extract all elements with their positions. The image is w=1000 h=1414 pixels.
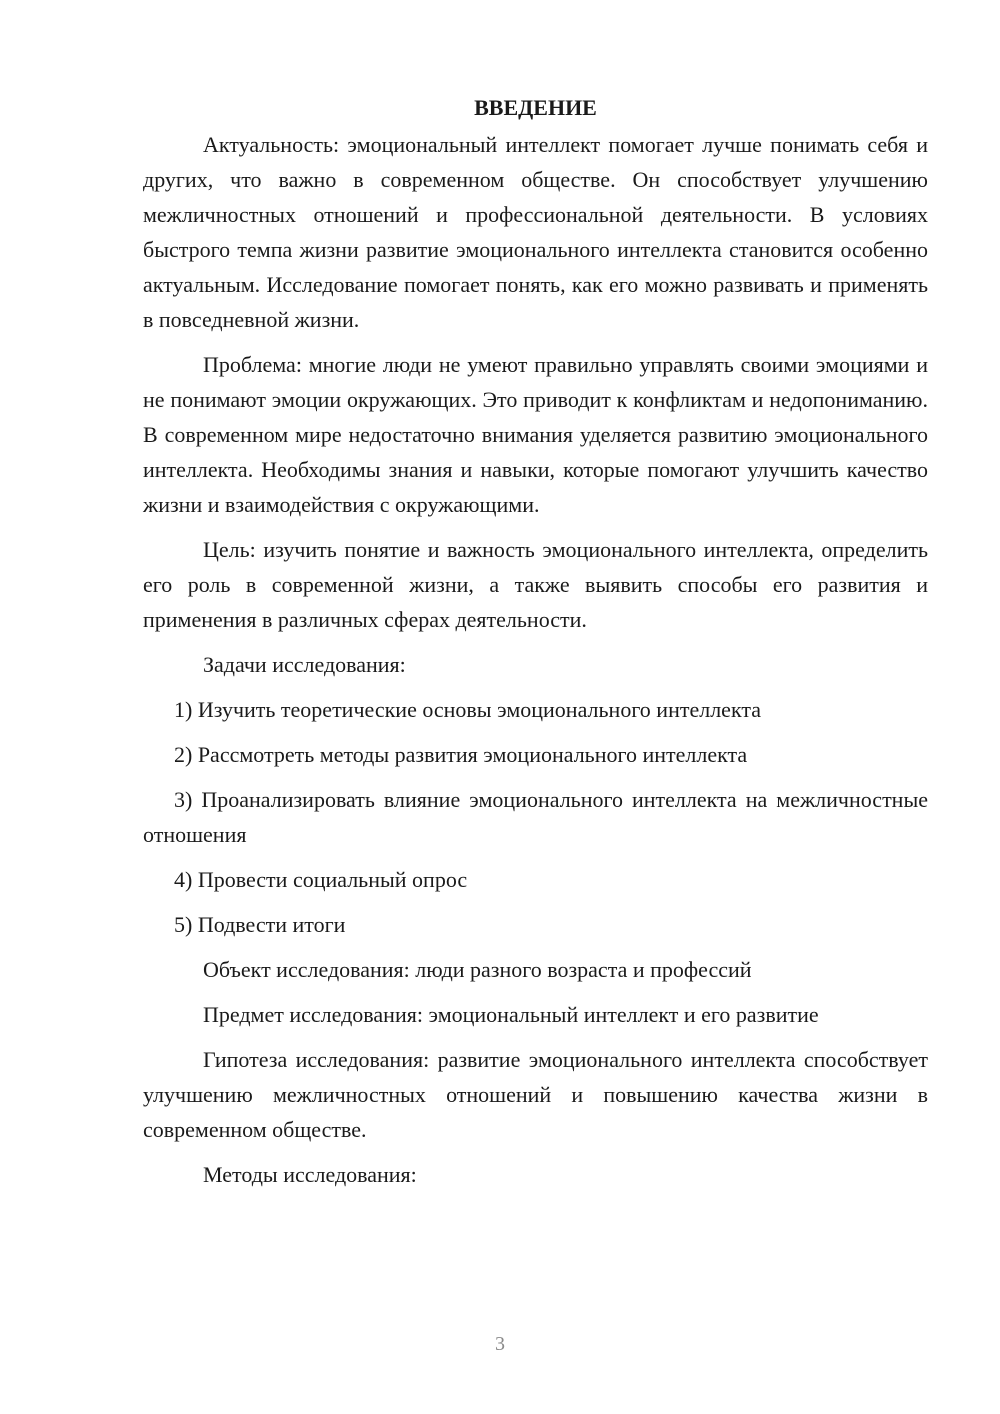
task-item: 5) Подвести итоги bbox=[174, 912, 346, 937]
document-page bbox=[143, 90, 928, 1192]
hypothesis-paragraph: Гипотеза исследования: развитие эмоционального интеллекта способствует улучшению межличностных отношений и повышению качества жизни в современном обществе. bbox=[143, 1047, 928, 1142]
task-item: 1) Изучить теоретические основы эмоционального интеллекта bbox=[174, 697, 761, 722]
relevance-paragraph: Актуальность: эмоциональный интеллект помогает лучше понимать себя и других, что важно в современном обществе. Он способствует улучшению межличностных отношений и профессиональной деятельности. В условиях быстрого темпа жизни развитие эмоционального интеллекта становится особенно актуальным. Исследование помогает понять, как его можно развивать и применять в повседневной жизни. bbox=[143, 132, 928, 332]
section-title: ВВЕДЕНИЕ bbox=[474, 95, 597, 120]
methods-paragraph: Методы исследования: bbox=[203, 1162, 417, 1187]
task-item: 4) Провести социальный опрос bbox=[174, 867, 468, 892]
problem-paragraph: Проблема: многие люди не умеют правильно управлять своими эмоциями и не понимают эмоции окружающих. Это приводит к конфликтам и недопониманию. В современном мире недостаточно внимания уделяется развитию эмоционального интеллекта. Необходимы знания и навыки, которые помогают улучшить качество жизни и взаимодействия с окружающими. bbox=[143, 352, 928, 517]
tasks-heading: Задачи исследования: bbox=[203, 652, 406, 677]
object-paragraph: Объект исследования: люди разного возраста и профессий bbox=[203, 957, 752, 982]
task-item: 2) Рассмотреть методы развития эмоционального интеллекта bbox=[174, 742, 748, 767]
subject-paragraph: Предмет исследования: эмоциональный интеллект и его развитие bbox=[203, 1002, 819, 1027]
goal-paragraph: Цель: изучить понятие и важность эмоционального интеллекта, определить его роль в современной жизни, а также выявить способы его развития и применения в различных сферах деятельности. bbox=[143, 537, 928, 632]
task-item: 3) Проанализировать влияние эмоционального интеллекта на межличностные отношения bbox=[143, 787, 928, 847]
page-number: 3 bbox=[495, 1333, 505, 1355]
